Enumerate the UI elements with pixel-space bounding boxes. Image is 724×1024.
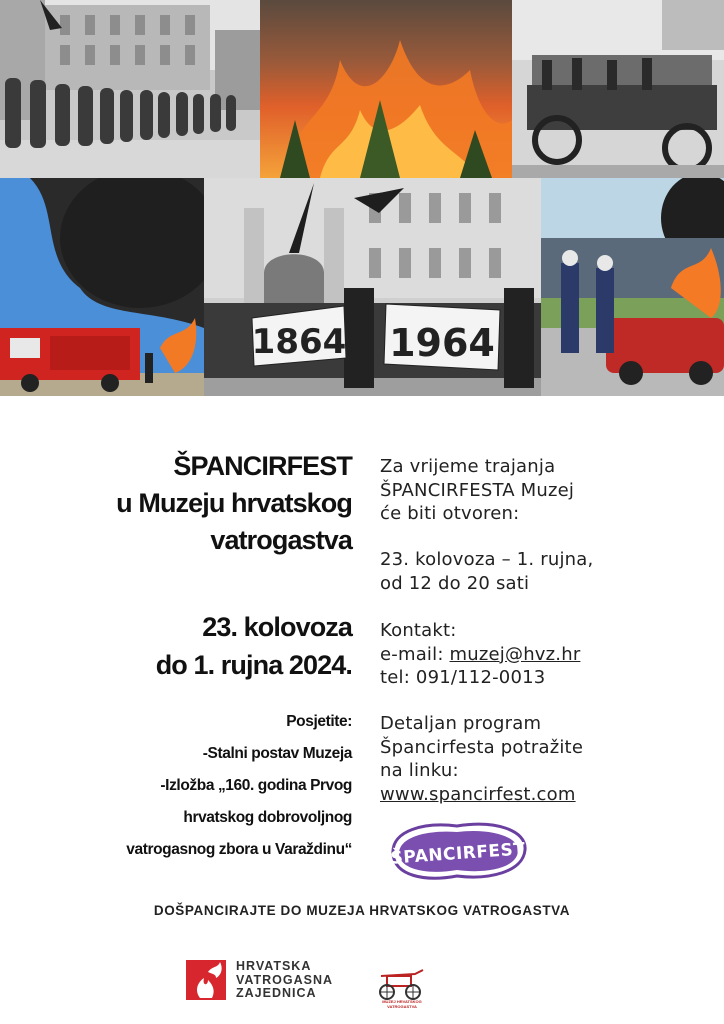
date-line: 23. kolovoza <box>202 612 352 642</box>
contact-info <box>380 619 710 690</box>
visit-item: -Izložba „160. godina Prvog <box>160 777 352 794</box>
tagline: DOŠPANCIRAJTE DO MUZEJA HRVATSKOG VATROGASTVA <box>153 903 571 918</box>
contact-label: Kontakt: <box>380 620 457 641</box>
event-title <box>52 448 352 559</box>
museum-caption-line: VATROGASTVA <box>387 1003 417 1009</box>
visit-item: hrvatskog dobrovoljnog <box>183 809 352 826</box>
title-line: ŠPANCIRFEST <box>173 451 352 481</box>
hours-line: od 12 do 20 sati <box>380 572 530 594</box>
phone-number: tel: 091/112-0013 <box>380 667 546 688</box>
hvz-line: HRVATSKA <box>236 959 312 973</box>
visit-item: -Stalni postav Muzeja <box>202 745 352 762</box>
sign-1864: 1864 <box>251 322 347 362</box>
opening-line: Za vrijeme trajanja <box>380 456 556 477</box>
spancirfest-logo <box>385 818 531 884</box>
date-line: do 1. rujna 2024. <box>155 650 352 680</box>
photo-firefighters-car-fire <box>541 178 724 396</box>
hvz-logo <box>186 960 362 1006</box>
hvz-line: ZAJEDNICA <box>236 986 317 1000</box>
event-dates <box>52 608 352 684</box>
museum-caption-line: MUZEJ HRVATSKOG <box>382 999 422 1004</box>
flame-icon <box>186 960 226 1000</box>
photo-fire-truck-smoke <box>0 178 204 396</box>
program-line: Špancirfesta potražite <box>380 736 584 758</box>
opening-hours <box>380 548 710 595</box>
photo-anniversary-ceremony <box>204 178 541 396</box>
email-label: e-mail: <box>380 643 450 665</box>
visit-list <box>12 706 352 866</box>
visit-heading: Posjetite: <box>286 713 352 730</box>
opening-line: ŠPANCIRFESTA Muzej <box>380 479 575 501</box>
festival-logo-text: ŠPANCIRFEST <box>389 839 527 869</box>
program-line: Detaljan program <box>380 713 542 734</box>
title-line: vatrogastva <box>210 525 352 555</box>
opening-info <box>380 455 710 526</box>
museum-caption <box>373 1000 431 1009</box>
photo-marching-women <box>0 0 260 178</box>
hours-line: 23. kolovoza – 1. rujna, <box>380 549 594 570</box>
website-link[interactable]: www.spancirfest.com <box>380 783 576 805</box>
museum-logo <box>373 962 431 1012</box>
visit-item: vatrogasnog zbora u Varaždinu“ <box>126 841 352 858</box>
fire-carriage-icon <box>373 962 431 1002</box>
program-line: na linku: <box>380 760 459 781</box>
photo-forest-fire <box>260 0 512 178</box>
opening-line: će biti otvoren: <box>380 503 520 524</box>
title-line: u Muzeju hrvatskog <box>116 488 352 518</box>
program-info <box>380 712 710 806</box>
email-row <box>380 643 710 667</box>
photo-vintage-fire-truck <box>512 0 724 178</box>
email-link[interactable]: muzej@hvz.hr <box>449 643 581 665</box>
sign-1964: 1964 <box>389 321 495 365</box>
hvz-line: VATROGASNA <box>236 972 334 987</box>
hvz-text <box>236 960 333 1001</box>
